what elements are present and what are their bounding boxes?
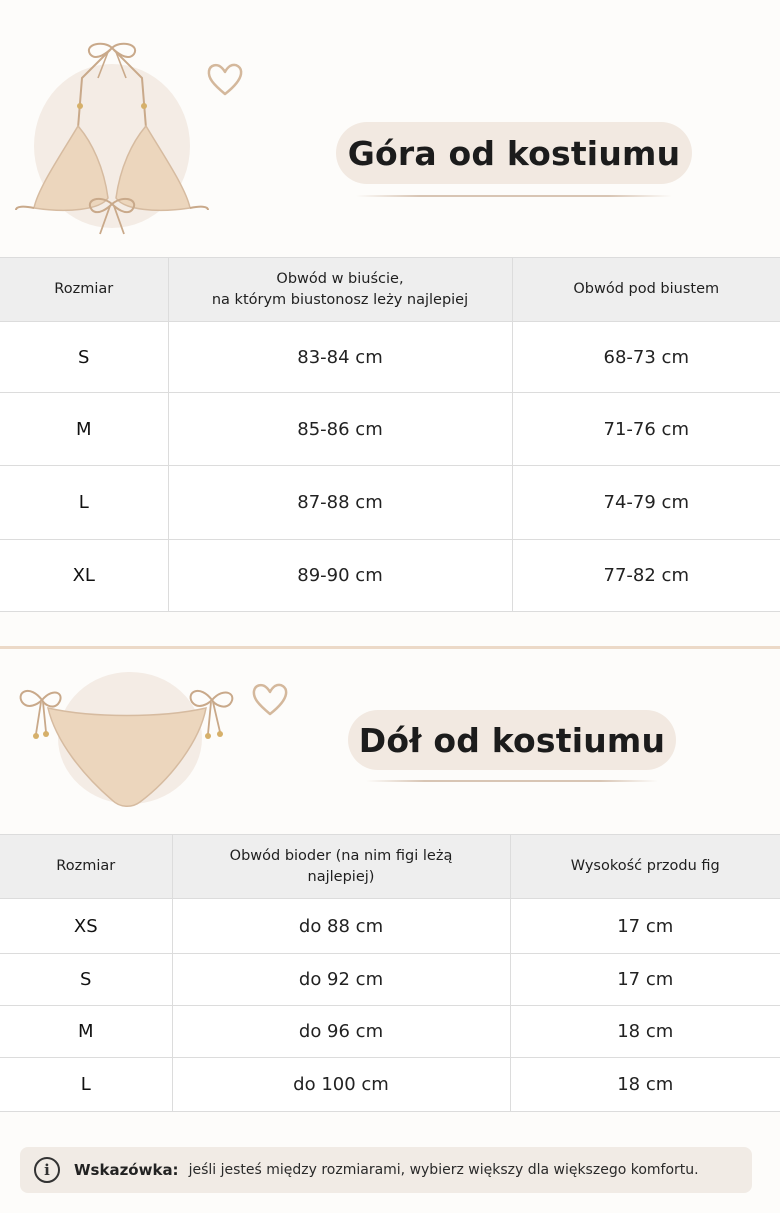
column-header-underbust: Obwód pod biustem	[512, 258, 780, 322]
underbust-cell: 74-79 cm	[512, 466, 780, 540]
table-row	[0, 1006, 780, 1058]
size-cell: S	[0, 954, 172, 1006]
top-section-title: Góra od kostiumu	[336, 122, 692, 184]
size-cell: M	[0, 393, 168, 466]
size-cell: XL	[0, 540, 168, 612]
column-header-size: Rozmiar	[0, 835, 172, 899]
tip-label: Wskazówka:	[74, 1161, 179, 1179]
bottom-title-underline	[366, 780, 658, 782]
bottom-section-title: Dół od kostiumu	[348, 710, 676, 770]
top-title-underline	[356, 195, 672, 197]
section-divider	[0, 646, 780, 649]
underbust-cell: 71-76 cm	[512, 393, 780, 466]
front-height-cell: 17 cm	[510, 899, 780, 954]
hips-cell: do 88 cm	[172, 899, 510, 954]
bust-cell: 89-90 cm	[168, 540, 512, 612]
table-header-row	[0, 835, 780, 899]
table-row	[0, 540, 780, 612]
size-cell: L	[0, 1058, 172, 1112]
column-header-hips: Obwód bioder (na nim figi leżą najlepiej)	[172, 835, 510, 899]
bust-cell: 85-86 cm	[168, 393, 512, 466]
column-header-size: Rozmiar	[0, 258, 168, 322]
bottom-size-table	[0, 834, 780, 1112]
hips-cell: do 96 cm	[172, 1006, 510, 1058]
table-row	[0, 899, 780, 954]
size-cell: M	[0, 1006, 172, 1058]
underbust-cell: 77-82 cm	[512, 540, 780, 612]
bust-cell: 87-88 cm	[168, 466, 512, 540]
bikini-bottom-icon	[12, 670, 242, 820]
heart-icon	[250, 680, 290, 718]
table-row	[0, 393, 780, 466]
underbust-cell: 68-73 cm	[512, 322, 780, 393]
info-icon: i	[34, 1157, 60, 1183]
hips-cell: do 100 cm	[172, 1058, 510, 1112]
table-header-row	[0, 258, 780, 322]
tip-text: jeśli jesteś między rozmiarami, wybierz większy dla większego komfortu.	[188, 1162, 699, 1178]
hips-cell: do 92 cm	[172, 954, 510, 1006]
bust-cell: 83-84 cm	[168, 322, 512, 393]
sizing-tip	[20, 1147, 752, 1193]
top-size-table	[0, 257, 780, 612]
front-height-cell: 17 cm	[510, 954, 780, 1006]
bikini-top-icon	[12, 38, 212, 243]
size-cell: XS	[0, 899, 172, 954]
column-header-bust: Obwód w biuście, na którym biustonosz leży najlepiej	[168, 258, 512, 322]
table-row	[0, 322, 780, 393]
top-section-header	[0, 0, 780, 250]
table-row	[0, 954, 780, 1006]
heart-icon	[205, 60, 245, 98]
table-row	[0, 466, 780, 540]
front-height-cell: 18 cm	[510, 1058, 780, 1112]
front-height-cell: 18 cm	[510, 1006, 780, 1058]
bottom-section-header	[0, 650, 780, 830]
size-cell: L	[0, 466, 168, 540]
column-header-front-height: Wysokość przodu fig	[510, 835, 780, 899]
table-row	[0, 1058, 780, 1112]
size-cell: S	[0, 322, 168, 393]
